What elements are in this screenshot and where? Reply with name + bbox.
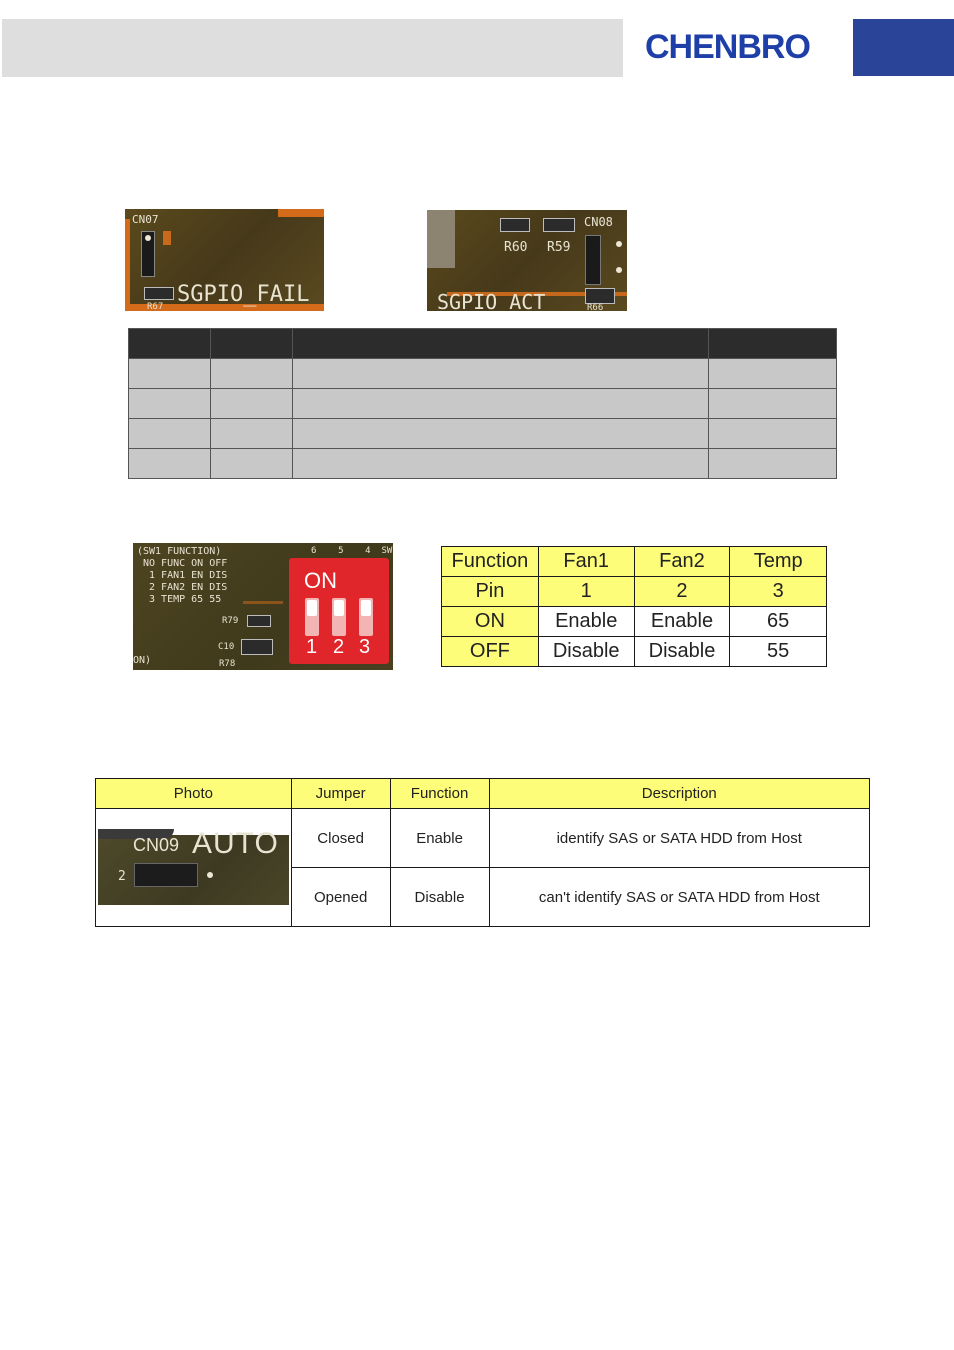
jumper-cell: Opened: [291, 868, 390, 927]
dip-slot-1[interactable]: [305, 598, 319, 636]
header-cell: Description: [489, 779, 869, 809]
dip-slot-3[interactable]: [359, 598, 373, 636]
r66-label: R66: [587, 303, 604, 311]
sw1-function-line: (SW1 FUNCTION): [137, 546, 222, 557]
sw1-function-line: 3 TEMP 65 55: [143, 594, 222, 605]
dip-number-1: 1: [306, 636, 318, 658]
sw1-function-line: NO FUNC ON OFF: [143, 558, 228, 569]
r60-label: R60: [504, 240, 528, 255]
table-cell: Pin: [442, 577, 539, 607]
table-row: [129, 389, 837, 419]
dip-slot-2[interactable]: [332, 598, 346, 636]
c10-capacitor: [241, 639, 273, 655]
table-cell: Disable: [634, 637, 730, 667]
r67-label: R67: [147, 302, 164, 311]
cn09-label: CN09: [133, 835, 180, 855]
sw1-pin-numbers: 6 5 4 SW: [311, 546, 393, 556]
table-row: [96, 809, 870, 868]
function-cell: Disable: [390, 868, 489, 927]
r59-label: R59: [547, 240, 571, 255]
cn08-label: CN08: [584, 215, 613, 229]
table-cell: Disable: [538, 637, 634, 667]
table-cell: Enable: [538, 607, 634, 637]
table-cell: Enable: [634, 607, 730, 637]
table-cell: 55: [730, 637, 827, 667]
r79-label: R79: [222, 616, 239, 626]
dip-number-2: 2: [333, 636, 345, 658]
description-cell: identify SAS or SATA HDD from Host: [489, 809, 869, 868]
c10-label: C10: [218, 642, 235, 652]
jumper-cell: Closed: [291, 809, 390, 868]
table-row: [442, 637, 827, 667]
table-row: [442, 607, 827, 637]
page-tab-block: [853, 19, 954, 76]
table-row: [129, 449, 837, 479]
description-cell: can't identify SAS or SATA HDD from Host: [489, 868, 869, 927]
cn09-table: [95, 778, 870, 927]
pin-two-label: 2: [118, 869, 126, 884]
header-cell: Function: [390, 779, 489, 809]
r59-resistor: [543, 218, 575, 232]
table-cell: 3: [730, 577, 827, 607]
header-cell: Photo: [96, 779, 292, 809]
dip-switch[interactable]: [289, 558, 389, 664]
header-cell: Function: [442, 547, 539, 577]
resistor: [144, 287, 174, 300]
header-cell: Temp: [730, 547, 827, 577]
cn07-photo: [125, 209, 324, 311]
r66-resistor: [585, 288, 615, 304]
photo-cell: [96, 809, 292, 927]
r78-label: R78: [219, 659, 236, 669]
sw1-function-line: 2 FAN2 EN DIS: [143, 582, 228, 593]
function-cell: Enable: [390, 809, 489, 868]
edge-label: ON): [133, 655, 152, 666]
table-row: [129, 359, 837, 389]
table-header-row: [442, 547, 827, 577]
sgpio-table: [128, 328, 837, 479]
table-row: [129, 419, 837, 449]
cn09-jumper: [134, 863, 198, 887]
cn07-label: CN07: [132, 213, 159, 226]
auto-label: AUTO: [192, 827, 279, 860]
table-header-row: [96, 779, 870, 809]
sgpio-act-label: SGPIO ACT: [437, 290, 546, 311]
r79-resistor: [247, 615, 271, 627]
table-header-row: [129, 329, 837, 359]
header-bar: [2, 19, 623, 77]
sw1-function-line: 1 FAN1 EN DIS: [143, 570, 228, 581]
table-row: [442, 577, 827, 607]
cn08-jumper: [585, 235, 601, 285]
table-cell: 1: [538, 577, 634, 607]
header-cell: Fan2: [634, 547, 730, 577]
fan-function-table: [441, 546, 827, 667]
chenbro-logo: CHENBRO: [645, 28, 810, 66]
table-cell: 65: [730, 607, 827, 637]
table-cell: OFF: [442, 637, 539, 667]
sgpio-fail-label: SGPIO_FAIL: [177, 282, 310, 307]
r60-resistor: [500, 218, 530, 232]
dip-on-label: ON: [304, 568, 337, 593]
cn09-photo: [98, 825, 289, 905]
table-cell: ON: [442, 607, 539, 637]
header-cell: Jumper: [291, 779, 390, 809]
cn08-photo: [427, 210, 627, 311]
dip-number-3: 3: [359, 636, 371, 658]
header-cell: Fan1: [538, 547, 634, 577]
table-cell: 2: [634, 577, 730, 607]
